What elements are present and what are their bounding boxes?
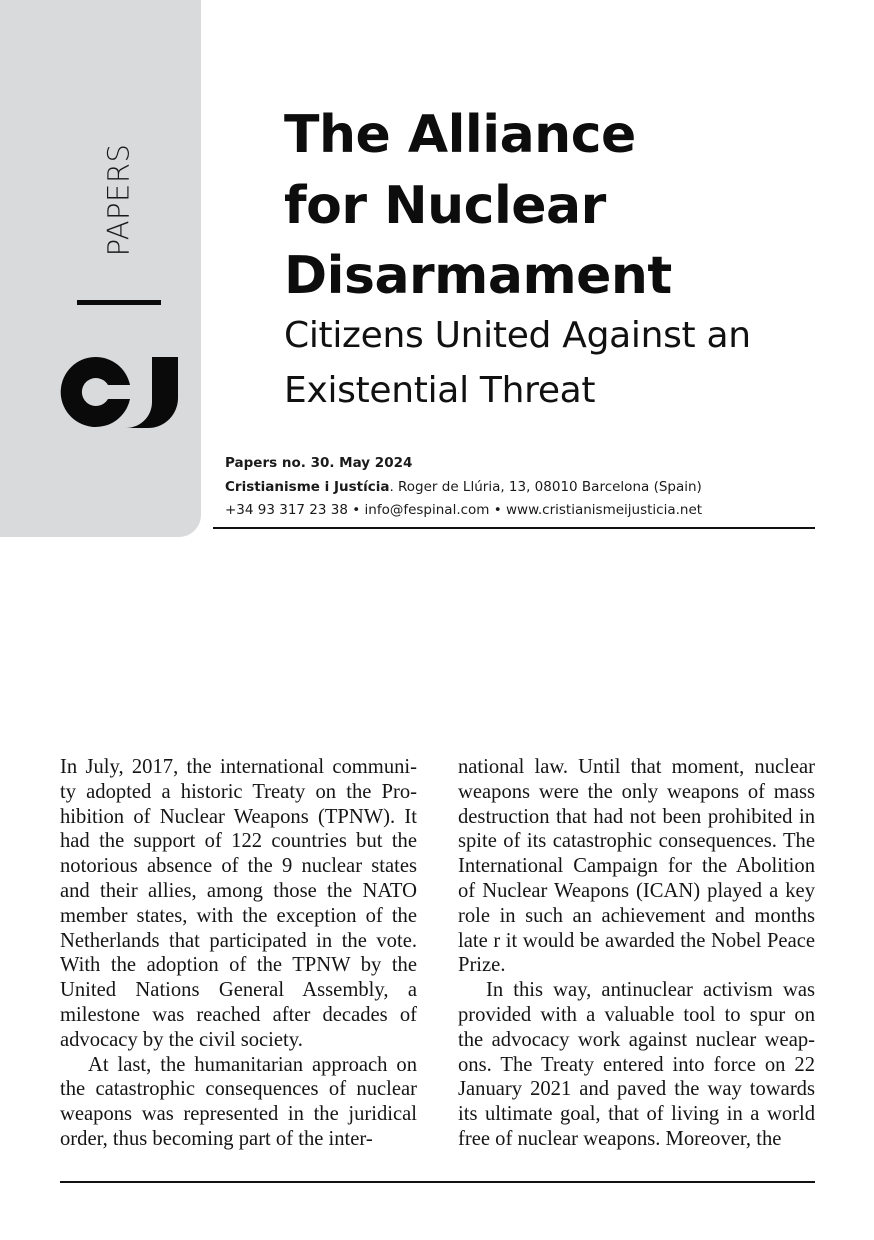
subtitle-line: Existential Threat — [284, 369, 596, 411]
series-label: PAPERS — [101, 143, 136, 257]
sidebar-divider — [77, 300, 161, 305]
page-title — [284, 100, 844, 312]
logo-letter-j — [126, 357, 178, 428]
body-column-right — [458, 755, 815, 1152]
phone-number: +34 93 317 23 38 — [225, 502, 348, 518]
body-column-left — [60, 755, 417, 1152]
page-subtitle — [284, 308, 844, 418]
website-link[interactable]: www.cristianismeijusticia.net — [506, 502, 703, 518]
title-line: Disarmament — [284, 246, 672, 306]
publisher-name: Cristianisme i Justícia — [225, 478, 390, 495]
title-line: The Alliance — [284, 105, 636, 165]
paragraph: In July, 2017, the international communi-ty adopted a historic Treaty on the Pro-hibition of Nuclear Weapons (TPNW). It had the support of 122 countries but the notorious absence of the 9 nuclear states and their allies, among those the NATO member states, with the exception of the Netherlands that participated in the vote. With the adoption of the TPNW by the United Nations General Assembly, a milestone was reached after decades of advocacy by the civil society. — [60, 756, 417, 1051]
contact-line — [225, 499, 702, 523]
publisher-address: . Roger de Llúria, 13, 08010 Barcelona (Spain) — [389, 478, 702, 495]
paragraph: In this way, antinuclear activism was provided with a valuable tool to spur on the advocacy work against nuclear weap-ons. The Treaty entered into force on 22 January 2021 and paved the way towards its ultimate goal, that of living in a world free of nuclear weapons. Moreover, the — [458, 979, 815, 1150]
separator: • — [347, 502, 365, 518]
publication-info — [225, 452, 702, 523]
separator: • — [489, 502, 506, 518]
issue-line — [225, 452, 702, 476]
issue-number: Papers no. 30. May 2024 — [225, 455, 413, 471]
subtitle-line: Citizens United Against an — [284, 314, 751, 356]
logo-letter-c — [61, 357, 130, 427]
cj-logo-icon — [58, 354, 182, 430]
sidebar-panel — [0, 0, 201, 537]
email-link[interactable]: info@fespinal.com — [364, 502, 490, 518]
paragraph: national law. Until that moment, nuclear weapons were the only weapons of mass destruction that had not been prohibited in spite of its catastrophic consequences. The International Campaign for the Abolition of Nuclear Weapons (ICAN) played a key role in such an achievement and months late r it would be awarded the Nobel Peace Prize. — [458, 756, 815, 977]
title-block — [284, 100, 844, 418]
publisher-line — [225, 476, 702, 500]
footer-divider — [60, 1181, 815, 1183]
paragraph: At last, the humanitarian approach on the catastrophic consequences of nuclear weapons was represented in the juridical order, thus becoming part of the inter- — [60, 1053, 417, 1150]
header-divider — [213, 527, 815, 529]
title-line: for Nuclear — [284, 175, 606, 236]
